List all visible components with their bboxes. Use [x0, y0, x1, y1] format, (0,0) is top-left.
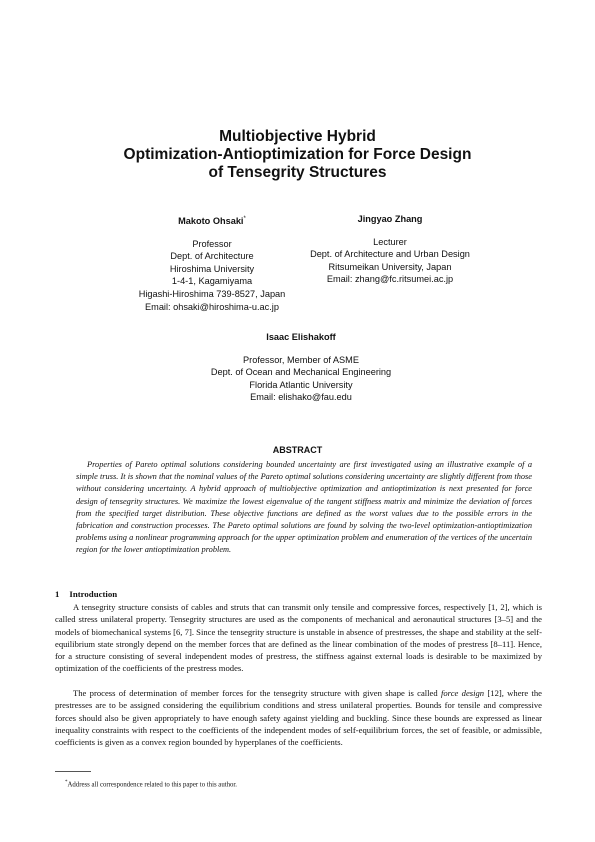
title-line-3: of Tensegrity Structures [208, 164, 387, 181]
author-email: Email: zhang@fc.ritsumei.ac.jp [326, 274, 454, 285]
paragraph-text-end: [12], where the prestresses are to be assigned considering the equilibrium conditions and stress unilateral properties. Bounds for tensile and compressive forces should also be given appropriately to have enough safety against yielding and buckling. Since these bounds are expressed as linear inequality constraints with respect to the coefficients of the independent modes of self-equilibrium forces, the set of feasible, or admissible, coefficients is given as a convex region bounded by hyperplanes of the coefficients. [55, 688, 542, 748]
author-position: Lecturer [373, 236, 407, 247]
footnote [65, 780, 237, 788]
author-name: Jingyao Zhang [357, 214, 423, 224]
footnote-divider [55, 771, 91, 772]
author-department: Dept. of Architecture and Urban Design [310, 249, 470, 260]
footnote-text: Address all correspondence related to this paper to this author. [67, 781, 237, 789]
intro-paragraph-1 [55, 601, 542, 675]
section-heading [55, 589, 117, 599]
section-title: Introduction [69, 589, 118, 599]
author-email: Email: ohsaki@hiroshima-u.ac.jp [145, 301, 279, 312]
author-elishakoff [172, 331, 430, 404]
author-department: Dept. of Ocean and Mechanical Engineering [210, 367, 392, 378]
paragraph-text: A tensegrity structure consists of cables and struts that can transmit only tensile and compressive forces, respectively [1, 2], which is called stress unilateral property. Tensegrity structures are used as the components of mechanical and aeronautical structures [3–5] and the models of biomechanical systems [6, 7]. Since the tensegrity structure is unstable in absence of prestresses, the shape and stability at the self-equilibrium state strongly depend on the member forces that are defined as the linear combination of the modes of prestress [8–11]. Hence, for a structure consisting of several independent modes of prestress, the stiffness against external loads is desirable to be maximized by optimization of the coefficients of the prestress modes. [55, 602, 542, 674]
author-department: Dept. of Architecture [170, 251, 254, 262]
paper-title [40, 128, 555, 182]
author-institution: Ritsumeikan University, Japan [328, 261, 452, 272]
author-name-text: Makoto Ohsaki [178, 216, 244, 227]
author-position: Professor, Member of ASME [243, 354, 359, 365]
author-address: 1-4-1, Kagamiyama [171, 276, 253, 287]
abstract-heading: ABSTRACT [272, 445, 323, 455]
author-name: Isaac Elishakoff [266, 332, 336, 342]
abstract-body: Properties of Pareto optimal solutions considering bounded uncertainty are first investigated using an illustrative example of a simple truss. It is shown that the nominal values of the Pareto optimal solutions considering uncertainty are slightly different from those without considering uncertainty. A hybrid approach of multiobjective optimization and antioptimization is next presented for force design of tensegrity structures. We maximize the lowest eigenvalue of the tangent stiffness matrix and minimize the deviation of forces from the specified target distribution. These objective functions are defined as the worst values due to the possible errors in the fabrication and construction processes. The Pareto optimal solutions are found by solving the two-level optimization-antioptimization problems using a nonlinear programming approach for the upper optimization problem and enumeration of the vertices of the uncertain region for the lower antioptimization problem. [76, 460, 532, 555]
author-position: Professor [192, 238, 232, 249]
intro-paragraph-2 [55, 687, 542, 748]
footnote-mark: * [65, 780, 68, 785]
author-email: Email: elishako@fau.edu [250, 392, 352, 403]
paragraph-text-start: The process of determination of member forces for the tensegrity structure with given shape is called [73, 688, 441, 698]
paragraph-text [55, 687, 542, 748]
emphasis-term: force design [441, 688, 485, 698]
section-number: 1 [55, 589, 60, 599]
correspondence-mark: * [243, 216, 246, 222]
author-institution: Hiroshima University [169, 263, 255, 274]
title-line-1: Multiobjective Hybrid [219, 128, 376, 145]
author-institution: Florida Atlantic University [249, 379, 353, 390]
author-city: Higashi-Hiroshima 739-8527, Japan [138, 289, 286, 300]
author-zhang [285, 213, 495, 286]
title-line-2: Optimization-Antioptimization for Force Design [123, 146, 472, 163]
